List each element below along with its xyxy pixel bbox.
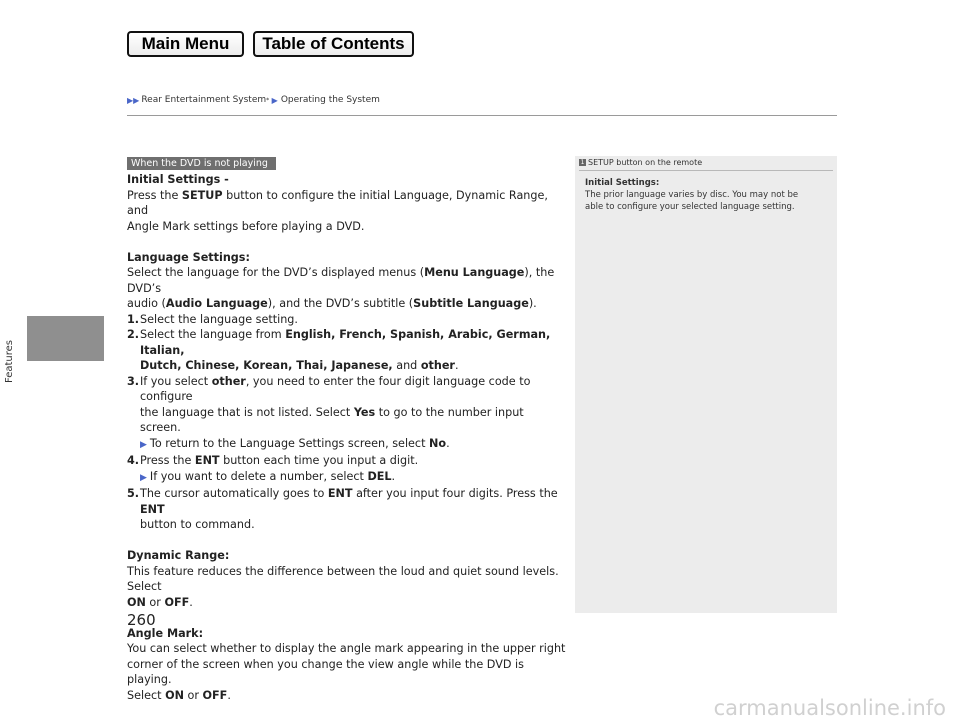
- triangle-right-icon: ▶: [140, 472, 147, 483]
- step-5-cont: button to command.: [140, 518, 255, 531]
- condition-tag: When the DVD is not playing: [127, 157, 276, 170]
- step-1: 1. Select the language setting.: [127, 312, 298, 326]
- watermark: carmanualsonline.info: [713, 696, 946, 720]
- table-of-contents-button[interactable]: Table of Contents: [253, 31, 414, 57]
- section-tab[interactable]: [27, 316, 104, 361]
- angle-line: corner of the screen when you change the view angle while the DVD is playing.: [127, 657, 524, 686]
- note-line: able to configure your selected language setting.: [585, 202, 795, 212]
- note-number-icon: 1: [580, 159, 585, 166]
- note-body: [575, 171, 837, 213]
- side-note: [575, 156, 837, 613]
- page-number: 260: [127, 611, 156, 629]
- step-3-cont: the language that is not listed. Select Yes to go to the number input screen.: [140, 405, 524, 434]
- language-heading: Language Settings:: [127, 250, 250, 264]
- step-3: 3. If you select other, you need to enter the four digit language code to configure: [127, 374, 531, 403]
- breadcrumb: [127, 95, 380, 105]
- triangle-right-icon: ▶: [140, 439, 147, 450]
- step-2: 2. Select the language from English, French, Spanish, Arabic, German, Italian,: [127, 328, 551, 357]
- section-label: Features: [4, 340, 15, 383]
- initial-line: Press the SETUP button to configure the initial Language, Dynamic Range, and: [127, 188, 548, 217]
- note-heading: Initial Settings:: [585, 178, 660, 188]
- language-line: audio (Audio Language), and the DVD’s subtitle (Subtitle Language).: [127, 297, 537, 310]
- footnote-star: *: [266, 96, 270, 104]
- initial-line: Angle Mark settings before playing a DVD.: [127, 219, 365, 233]
- dynamic-line: ON or OFF.: [127, 595, 193, 609]
- triangle-right-icon: ▶▶: [127, 95, 140, 105]
- step-4: 4. Press the ENT button each time you input a digit.: [127, 454, 419, 467]
- step-5: 5. The cursor automatically goes to ENT after you input four digits. Press the ENT: [127, 487, 558, 516]
- note-line: The prior language varies by disc. You may not be: [585, 190, 799, 200]
- angle-line: You can select whether to display the angle mark appearing in the upper right: [127, 642, 566, 655]
- angle-heading: Angle Mark:: [127, 626, 204, 640]
- language-line: Select the language for the DVD’s displayed menus (Menu Language), the DVD’s: [127, 266, 555, 295]
- initial-heading: Initial Settings -: [127, 173, 229, 186]
- main-content: [127, 155, 567, 703]
- step-2-cont: Dutch, Chinese, Korean, Thai, Japanese, and other.: [140, 359, 459, 372]
- breadcrumb-rear-entertainment[interactable]: Rear Entertainment System: [141, 95, 267, 105]
- note-header: [575, 156, 837, 167]
- dynamic-heading: Dynamic Range:: [127, 549, 230, 562]
- breadcrumb-operating: Operating the System: [280, 95, 380, 105]
- angle-line: Select ON or OFF.: [127, 688, 231, 702]
- note-title: SETUP button on the remote: [588, 158, 703, 167]
- triangle-right-icon: ▶: [269, 95, 278, 105]
- main-menu-button[interactable]: Main Menu: [127, 31, 244, 57]
- step-4-sub: ▶ If you want to delete a number, select DEL.: [140, 469, 396, 483]
- header-divider: [127, 115, 837, 116]
- dynamic-line: This feature reduces the difference between the loud and quiet sound levels. Select: [127, 564, 559, 593]
- step-3-sub: ▶ To return to the Language Settings screen, select No.: [140, 436, 450, 450]
